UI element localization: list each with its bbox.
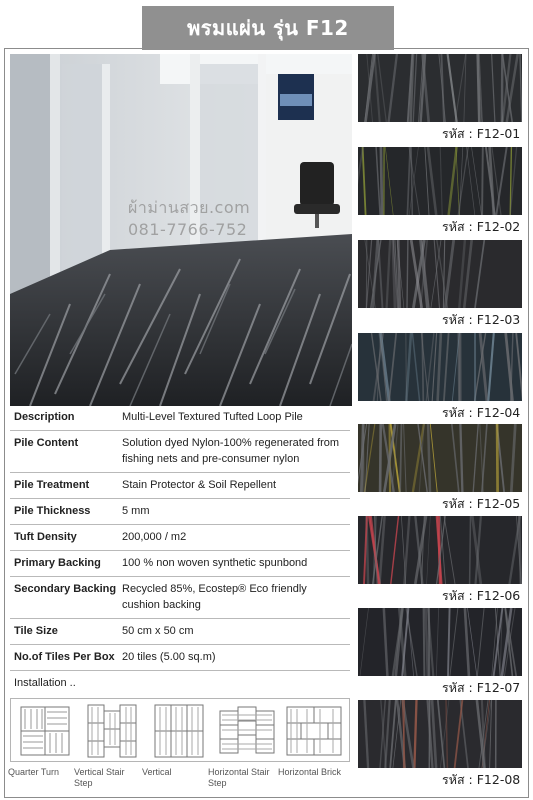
spec-row xyxy=(10,619,350,645)
spec-label: Primary Backing xyxy=(14,557,101,569)
swatch-image xyxy=(358,424,522,492)
spec-row xyxy=(10,499,350,525)
swatch-code: รหัส : F12-03 xyxy=(442,312,521,327)
spec-value: 5 mm xyxy=(122,505,150,517)
spec-label: Description xyxy=(14,411,75,423)
installation-label: Installation .. xyxy=(14,677,76,689)
swatch-image xyxy=(358,700,522,768)
horizontal-brick-icon xyxy=(285,703,343,759)
swatch-image xyxy=(358,240,522,308)
spec-row xyxy=(10,645,350,671)
spec-row xyxy=(10,551,350,577)
spec-label: Pile Treatment xyxy=(14,479,90,491)
swatch-image xyxy=(358,54,522,122)
spec-value: 100 % non woven synthetic spunbond xyxy=(122,557,308,569)
spec-label: Secondary Backing xyxy=(14,583,117,595)
swatch-code: รหัส : F12-06 xyxy=(442,588,521,603)
swatch-code: รหัส : F12-08 xyxy=(442,772,521,787)
pattern-label: Vertical Stair Step xyxy=(74,767,125,788)
vertical-icon xyxy=(151,703,209,759)
swatch-image xyxy=(358,516,522,584)
pattern-label: Horizontal Stair Step xyxy=(208,767,270,788)
watermark-site: ผ้าม่านสวย.com xyxy=(128,198,251,217)
spec-label: Pile Content xyxy=(14,437,79,449)
spec-row xyxy=(10,405,350,431)
pattern-label: Quarter Turn xyxy=(8,767,60,777)
spec-label: Pile Thickness xyxy=(14,505,91,517)
swatch-code: รหัส : F12-05 xyxy=(442,496,521,511)
page-title: พรมแผ่น รุ่น F12 xyxy=(142,6,394,50)
swatch-code: รหัส : F12-07 xyxy=(442,680,521,695)
spec-value: Stain Protector & Soil Repellent xyxy=(122,479,277,491)
spec-table xyxy=(10,405,350,695)
room-photo xyxy=(10,54,352,406)
swatch-code: รหัส : F12-04 xyxy=(442,405,521,420)
spec-label: Tile Size xyxy=(14,625,58,637)
quarter-turn-icon xyxy=(17,703,75,759)
installation-pattern-labels xyxy=(8,767,352,789)
pattern-label: Horizontal Brick xyxy=(278,767,342,777)
spec-row xyxy=(10,431,350,473)
spec-value: Multi-Level Textured Tufted Loop Pile xyxy=(122,411,303,423)
pattern-label: Vertical xyxy=(142,767,172,777)
swatch-image xyxy=(358,333,522,401)
swatch-image xyxy=(358,147,522,215)
spec-value: 20 tiles (5.00 sq.m) xyxy=(122,651,216,663)
swatch-code: รหัส : F12-02 xyxy=(442,219,521,234)
spec-label: No.of Tiles Per Box xyxy=(14,651,115,663)
horizontal-stair-step-icon xyxy=(218,703,276,759)
spec-row xyxy=(10,577,350,619)
spec-value: 50 cm x 50 cm xyxy=(122,625,194,637)
swatch-code: รหัส : F12-01 xyxy=(442,126,521,141)
spec-row xyxy=(10,525,350,551)
spec-value: Solution dyed Nylon-100% regenerated from fishing nets and pre-consumer nylon xyxy=(122,437,340,465)
installation-patterns xyxy=(10,698,350,762)
swatch-image xyxy=(358,608,522,676)
spec-row xyxy=(10,473,350,499)
vertical-stair-step-icon xyxy=(84,703,142,759)
spec-value: 200,000 / m2 xyxy=(122,531,187,543)
watermark-phone: 081-7766-752 xyxy=(128,220,248,239)
spec-label: Tuft Density xyxy=(14,531,77,543)
spec-value: Recycled 85%, Ecostep® Eco friendly cushion backing xyxy=(122,583,307,611)
